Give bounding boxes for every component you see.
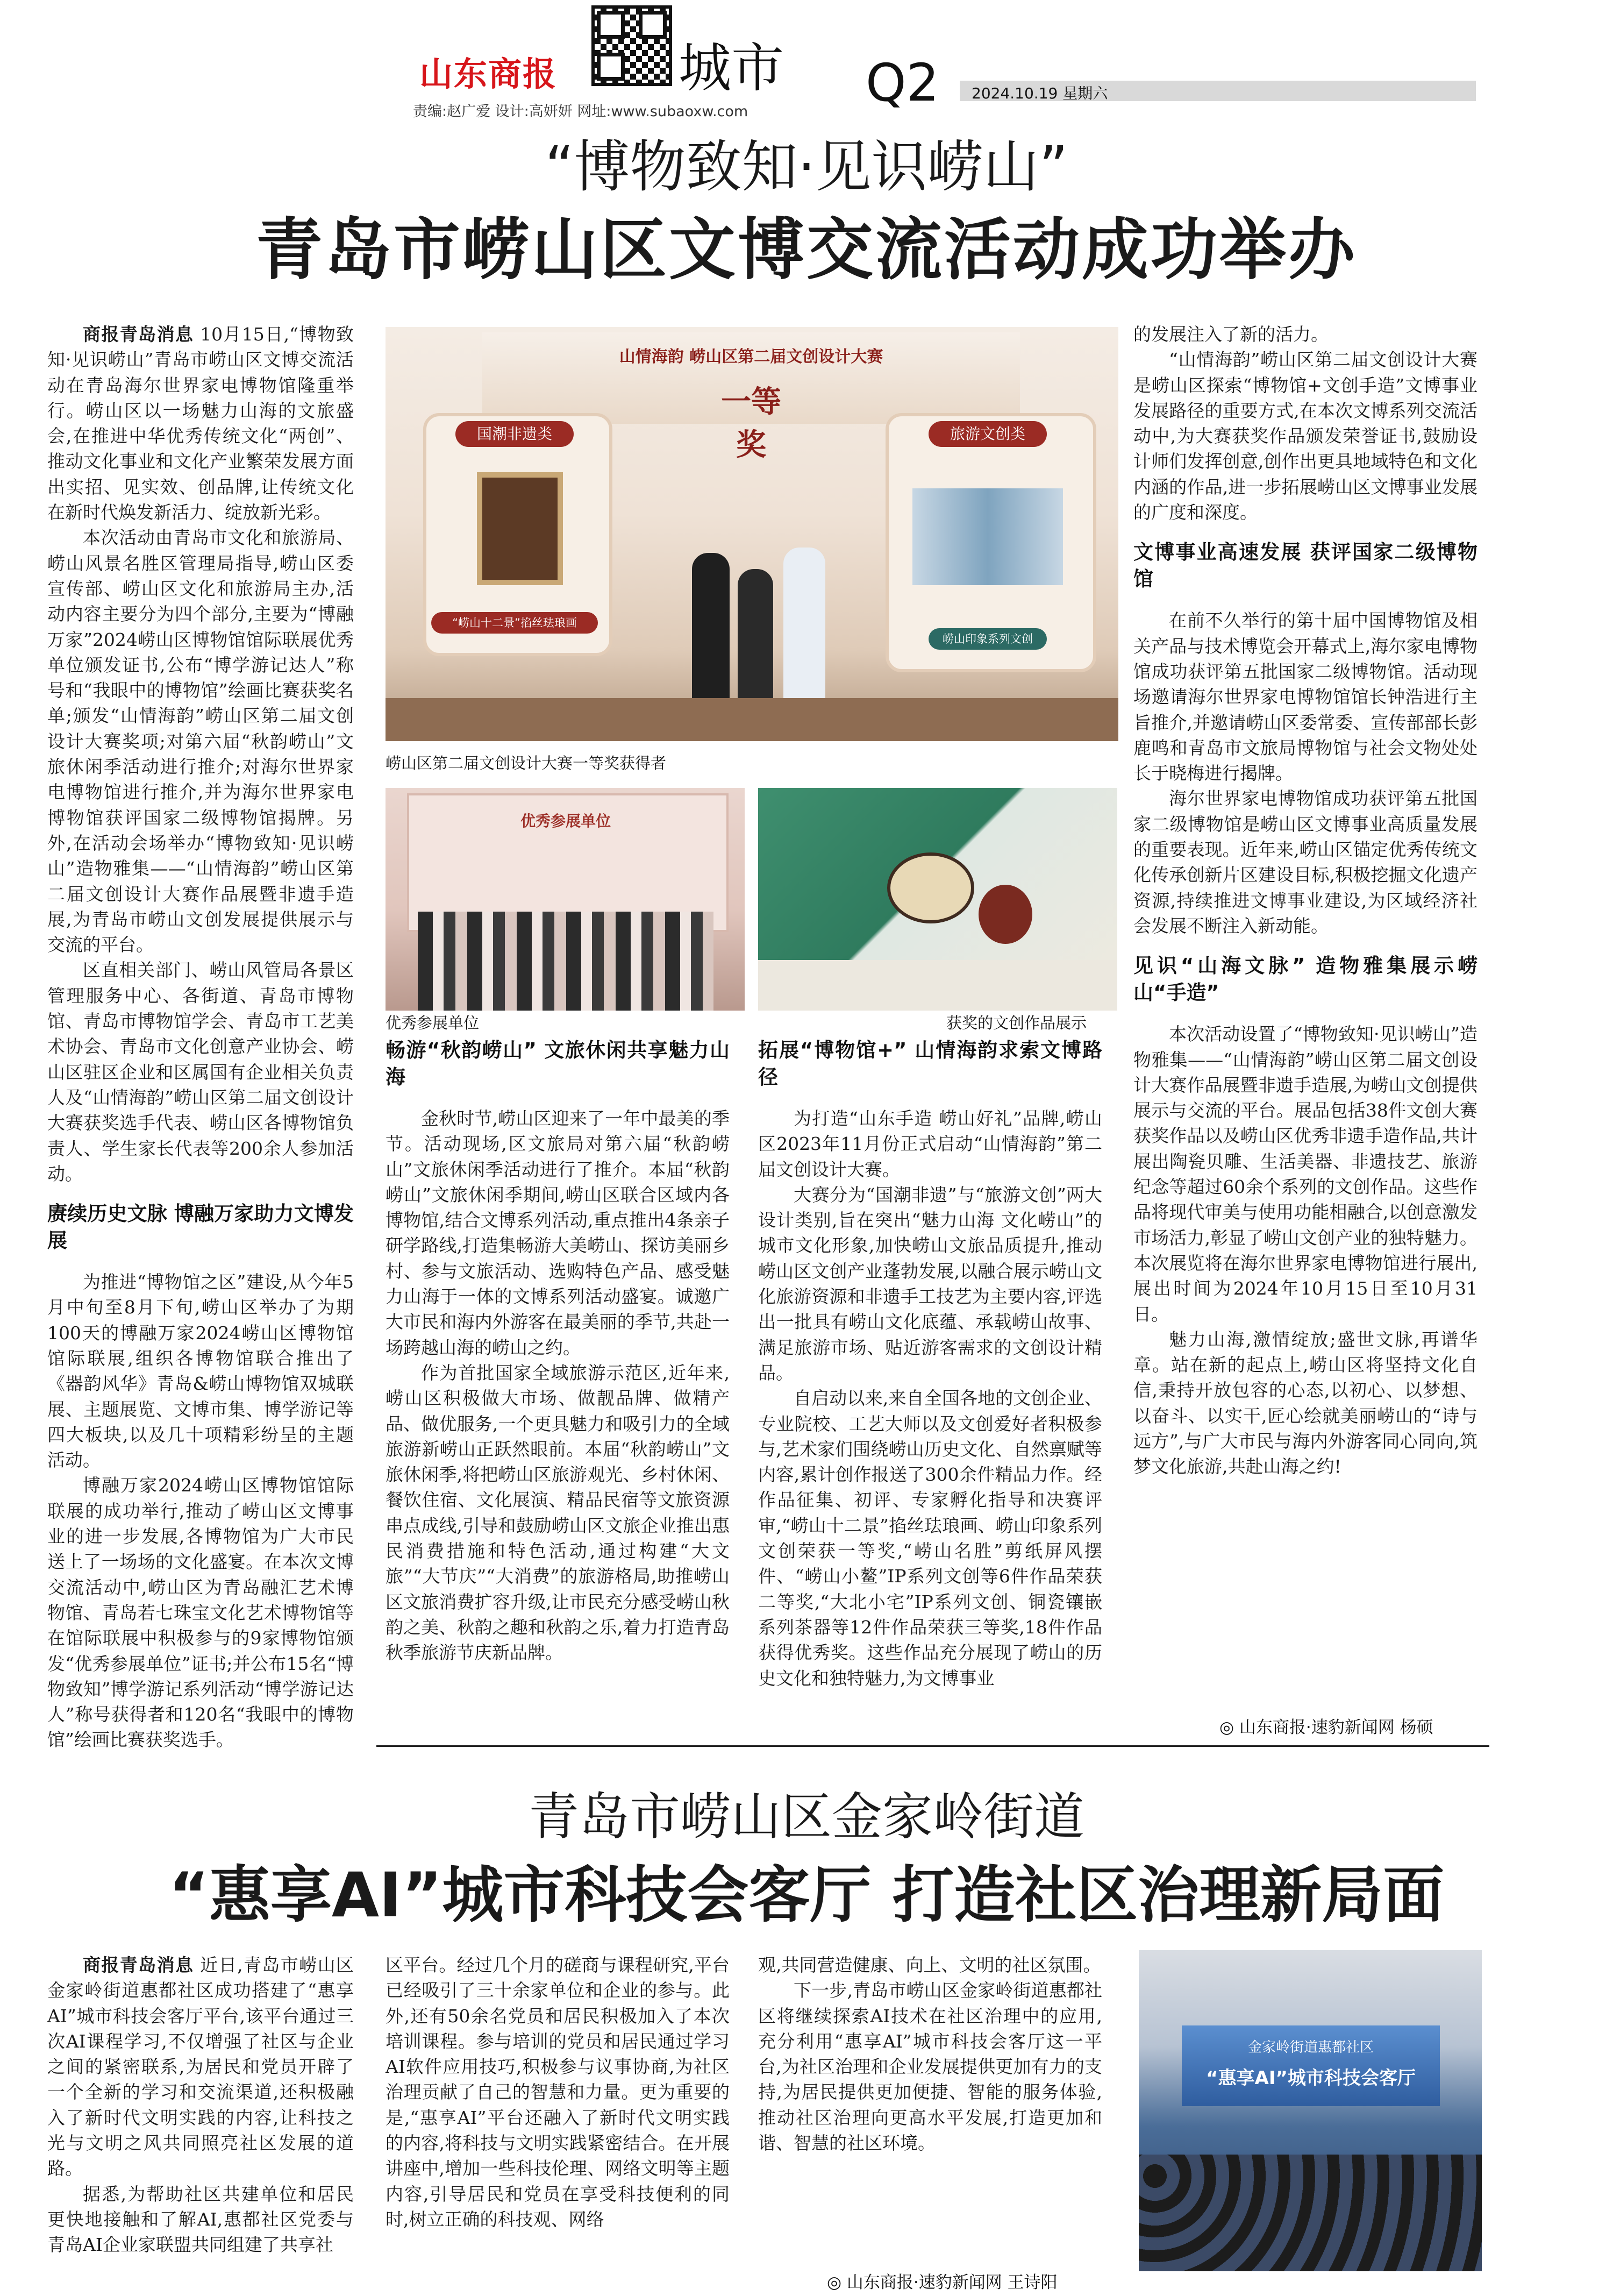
photo3-caption: 获奖的文创作品展示 [946,1014,1087,1032]
paragraph: 观,共同营造健康、向上、文明的社区氛围。 [758,1954,1101,1975]
panel-left-item: “崂山十二景”掐丝珐琅画 [431,612,598,634]
dateline: 商报青岛消息 [83,1954,194,1975]
paragraph: 本次活动由青岛市文化和旅游局、崂山风景名胜区管理局指导,崂山区委宣传部、崂山区文化和旅游局主办,活动内容主要分为四个部分,主要为“博融万家”2024崂山区博物馆馆际联展优秀单位颁发证书,公布“博学游记达人”称号和“我眼中的博物馆”绘画比赛获奖名单;颁发“山情海韵”崂山区第二届文创设计大赛奖项;对第六届“秋韵崂山”文旅休闲季活动进行推介;对海尔世界家电博物馆进行推介,并为海尔世界家电博物馆获评国家二级博物馆揭牌。另外,在活动会场举办“博物致知·见识崂山”造物雅集——“山情海韵”崂山区第二届文创设计大赛作品展暨非遗手造展,为青岛市崂山文创发展提供展示与交流的平台。 [47,527,354,956]
article1-column-4 [1133,322,1478,1480]
paragraph: 近日,青岛市崂山区金家岭街道惠都社区成功搭建了“惠享AI”城市科技会客厅平台,该平台通过三次AI课程学习,不仅增强了社区与企业之间的紧密联系,为居民和党员开辟了一个全新的学习和交流渠道,还积极融入了新时代文明实践的内容,让科技之光与文明之风共同照亮社区发展的道路。 [47,1954,354,2179]
photo1-caption: 崂山区第二届文创设计大赛一等奖获得者 [386,754,667,772]
paragraph: 为打造“山东手造 崂山好礼”品牌,崂山区2023年11月份正式启动“山情海韵”第二届文创设计大赛。 [758,1108,1102,1180]
paragraph: 区平台。经过几个月的磋商与课程研究,平台已经吸引了三十余家单位和企业的参与。此外,还有50余名党员和居民积极加入了本次培训课程。参与培训的党员和居民通过学习AI软件应用技巧,积极参与议事协商,为社区治理贡献了自己的智慧和力量。更为重要的是,“惠享AI”平台还融入了新时代文明实践的内容,将科技与文明实践紧密结合。在开展讲座中,增加一些科技伦理、网络文明等主题内容,引导居民和党员在享受科技便利的同时,树立正确的科技观、网络 [386,1954,730,2230]
paragraph: 自启动以来,来自全国各地的文创企业、专业院校、工艺大师以及文创爱好者积极参与,艺术家们围绕崂山历史文化、自然禀赋等内容,累计创作报送了300余件精品力作。经作品征集、初评、专家孵化指导和决赛评审,“崂山十二景”掐丝珐琅画、崂山印象系列文创荣获一等奖,“崂山名胜”剪纸屏风摆件、“崂山小鳌”IP系列文创等6件作品荣获二等奖,“大北小宅”IP系列文创、铜瓷镶嵌系列茶器等12件作品荣获三等奖,18件作品获得优秀奖。这些作品充分展现了崂山的历史文化和独特魅力,为文博事业 [758,1388,1102,1689]
paragraph: 的发展注入了新的活力。 [1133,324,1329,345]
article2-column-1 [47,1952,354,2258]
paragraph: 10月15日,“博物致知·见识崂山”青岛市崂山区文博交流活动在青岛海尔世界家电博物馆隆重举行。崂山区以一场魅力山海的文旅盛会,在推进中华优秀传统文化“两创”、推动文化事业和文化产业繁荣发展方面出实招、见实效、创品牌,让传统文化在新时代焕发新活力、绽放新光彩。 [47,324,354,523]
photo4-banner-line1: 金家岭街道惠都社区 [1247,2039,1374,2056]
subheading: 畅游“秋韵崂山” 文旅休闲共享魅力山海 [386,1039,730,1089]
article1-column-1 [47,322,354,1753]
banner-award: 一等奖 [721,385,781,463]
subheading: 见识“山海文脉” 造物雅集展示崂山“手造” [1133,954,1478,1005]
panel-right-item: 崂山印象系列文创 [929,628,1047,650]
article1-byline: ◎ 山东商报·速豹新闻网 杨硕 [1219,1718,1433,1737]
paragraph: 金秋时节,崂山区迎来了一年中最美的季节。活动现场,区文旅局对第六届“秋韵崂山”文旅休闲季活动进行了推介。本届“秋韵崂山”文旅休闲季期间,崂山区联合区域内各博物馆,结合文博系列活动,重点推出4条亲子研学路线,打造集畅游大美崂山、探访美丽乡村、参与文旅活动、选购特色产品、感受魅力山海于一体的文博系列活动盛宴。诚邀广大市民和海内外游客在最美丽的季节,共赴一场跨越山海的崂山之约。 [386,1108,730,1358]
photo2-banner: 优秀参展单位 [520,812,611,830]
subheading: 拓展“博物馆+” 山情海韵求索文博路径 [758,1039,1102,1089]
subheading: 赓续历史文脉 博融万家助力文博发展 [47,1202,354,1253]
article-divider [376,1745,1489,1747]
paragraph: 据悉,为帮助社区共建单位和居民更快地接触和了解AI,惠都社区党委与青岛AI企业家联盟共同组建了共享社 [47,2183,354,2256]
paragraph: 作为首批国家全域旅游示范区,近年来,崂山区积极做大市场、做靓品牌、做精产品、做优服务,一个更具魅力和吸引力的全域旅游新崂山正跃然眼前。本届“秋韵崂山”文旅休闲季,将把崂山区旅游观光、乡村休闲、餐饮住宿、文化展演、精品民宿等文旅资源串点成线,引导和鼓励崂山区文旅企业推出惠民消费措施和特色活动,通过构建“大文旅”“大节庆”“大消费”的旅游格局,助推崂山区文旅消费扩容升级,让市民充分感受崂山秋韵之美、秋韵之趣和秋韵之乐,着力打造青岛秋季旅游节庆新品牌。 [386,1362,730,1664]
paragraph: 海尔世界家电博物馆成功获评第五批国家二级博物馆是崂山区文博事业高质量发展的重要表现。近年来,崂山区锚定优秀传统文化传承创新片区建设目标,积极挖掘文化遗产资源,持续推进文博事业建设,为区域经济社会发展不断注入新动能。 [1133,788,1478,936]
article1-column-3 [758,1032,1102,1691]
subheading: 文博事业高速发展 获评国家二级博物馆 [1133,541,1478,591]
article1-headline: 青岛市崂山区文博交流活动成功举办 [255,211,1357,289]
award-ceremony-photo [386,327,1118,741]
photo2-caption: 优秀参展单位 [386,1014,480,1032]
exhibitors-photo [386,788,745,1011]
ai-lecture-photo [1139,1950,1482,2271]
photo4-banner-line2: “惠享AI”城市科技会客厅 [1206,2067,1416,2089]
editor-credits: 责编:赵广爱 设计:高妍妍 网址:www.subaoxw.com [413,103,748,120]
date-band [960,81,1476,101]
banner-title: 山情海韵 崂山区第二届文创设计大赛 [619,347,883,366]
article2-byline: ◎ 山东商报·速豹新闻网 王诗阳 [827,2273,1058,2292]
article2-headline: “惠享AI”城市科技会客厅 打造社区治理新局面 [168,1859,1445,1931]
issue-date: 2024.10.19 星期六 [972,84,1108,102]
paragraph: 下一步,青岛市崂山区金家岭街道惠都社区将继续探索AI技术在社区治理中的应用,充分利用“惠享AI”城市科技会客厅这一平台,为社区治理和企业发展提供更加有力的支持,为居民提供更加便捷、智能的服务体验,推动社区治理向更高水平发展,打造更加和谐、智慧的社区环境。 [758,1980,1102,2154]
dateline: 商报青岛消息 [83,324,194,345]
article1-kicker: “博物致知·见识崂山” [545,134,1068,200]
section-title: 城市 [679,38,784,99]
paragraph: 博融万家2024崂山区博物馆馆际联展的成功举行,推动了崂山区文博事业的进一步发展,各博物馆为广大市民送上了一场场的文化盛宴。在本次文博交流活动中,崂山区为青岛融汇艺术博物馆、青岛若七珠宝文化艺术博物馆等在馆际联展中积极参与的9家博物馆颁发“优秀参展单位”证书;并公布15名“博物致知”博学游记系列活动“博学游记达人”称号获得者和120名“我眼中的博物馆”绘画比赛获奖选手。 [47,1475,354,1751]
qr-code-icon [591,5,672,86]
panel-left-title: 国潮非遗类 [455,421,574,447]
paragraph: 魅力山海,激情绽放;盛世文脉,再谱华章。站在新的起点上,崂山区将坚持文化自信,秉持开放包容的心态,以初心、以梦想、以奋斗、以实干,匠心绘就美丽崂山的“诗与远方”,与广大市民与海内外游客同心同向,筑梦文化旅游,共赴山海之约! [1133,1328,1478,1477]
paragraph: 为推进“博物馆之区”建设,从今年5月中旬至8月下旬,崂山区举办了为期100天的博融万家2024崂山区博物馆馆际联展,组织各博物馆联合推出了《器韵风华》青岛&崂山博物馆双城联展、主题展览、文博市集、博学游记等四大板块,以及几十项精彩纷呈的主题活动。 [47,1271,354,1471]
paragraph: “山情海韵”崂山区第二届文创设计大赛是崂山区探索“博物馆+文创手造”文博事业发展路径的重要方式,在本次文博系列交流活动中,为大赛获奖作品颁发荣誉证书,鼓励设计师们发挥创意,创作出更具地域特色和文化内涵的作品,进一步拓展崂山区文博事业发展的广度和深度。 [1133,349,1478,523]
page-number: Q2 [866,53,939,113]
article2-column-2 [386,1952,730,2232]
paragraph: 区直相关部门、崂山风管局各景区管理服务中心、各街道、青岛市博物馆、青岛市博物馆学会、青岛市工艺美术协会、青岛市文化创意产业协会、崂山区驻区企业和区属国有企业相关负责人及“山情海韵”崂山区第二届文创设计大赛获奖选手代表、崂山区各博物馆负责人、学生家长代表等200余人参加活动。 [47,959,354,1184]
panel-right-title: 旅游文创类 [929,421,1047,447]
paragraph: 本次活动设置了“博物致知·见识崂山”造物雅集——“山情海韵”崂山区第二届文创设计大赛作品展暨非遗手造展,为崂山文创提供展示与交流的平台。展品包括38件文创大赛获奖作品以及崂山区优秀非遗手造作品,共计展出陶瓷贝雕、生活美器、非遗技艺、旅游纪念等超过60余个系列的文创作品。这些作品将现代审美与使用功能相融合,以创意激发市场活力,彰显了崂山文创产业的独特魅力。本次展览将在海尔世界家电博物馆进行展出,展出时间为2024年10月15日至10月31日。 [1133,1023,1478,1325]
newspaper-brand: 山东商报 [419,54,558,94]
article2-kicker: 青岛市崂山区金家岭街道 [528,1788,1084,1846]
paragraph: 大赛分为“国潮非遗”与“旅游文创”两大设计类别,旨在突出“魅力山海 文化崂山”的城市文化形象,加快崂山文旅品质提升,推动崂山区文创产业蓬勃发展,以融合展示崂山文化旅游资源和非遗手工技艺为主要内容,评选出一批具有崂山文化底蕴、承载崂山故事、满足旅游市场、贴近游客需求的文创设计精品。 [758,1184,1102,1383]
paragraph: 在前不久举行的第十届中国博物馆及相关产品与技术博览会开幕式上,海尔家电博物馆成功获评第五批国家二级博物馆。活动现场邀请海尔世界家电博物馆馆长钟浩进行主旨推介,并邀请崂山区委常委、宣传部部长彭鹿鸣和青岛市文旅局博物馆与社会文物处处长于晓梅进行揭牌。 [1133,610,1478,784]
article2-column-3 [758,1952,1102,2156]
award-works-photo [758,788,1117,1011]
article1-column-2 [386,1032,730,1666]
